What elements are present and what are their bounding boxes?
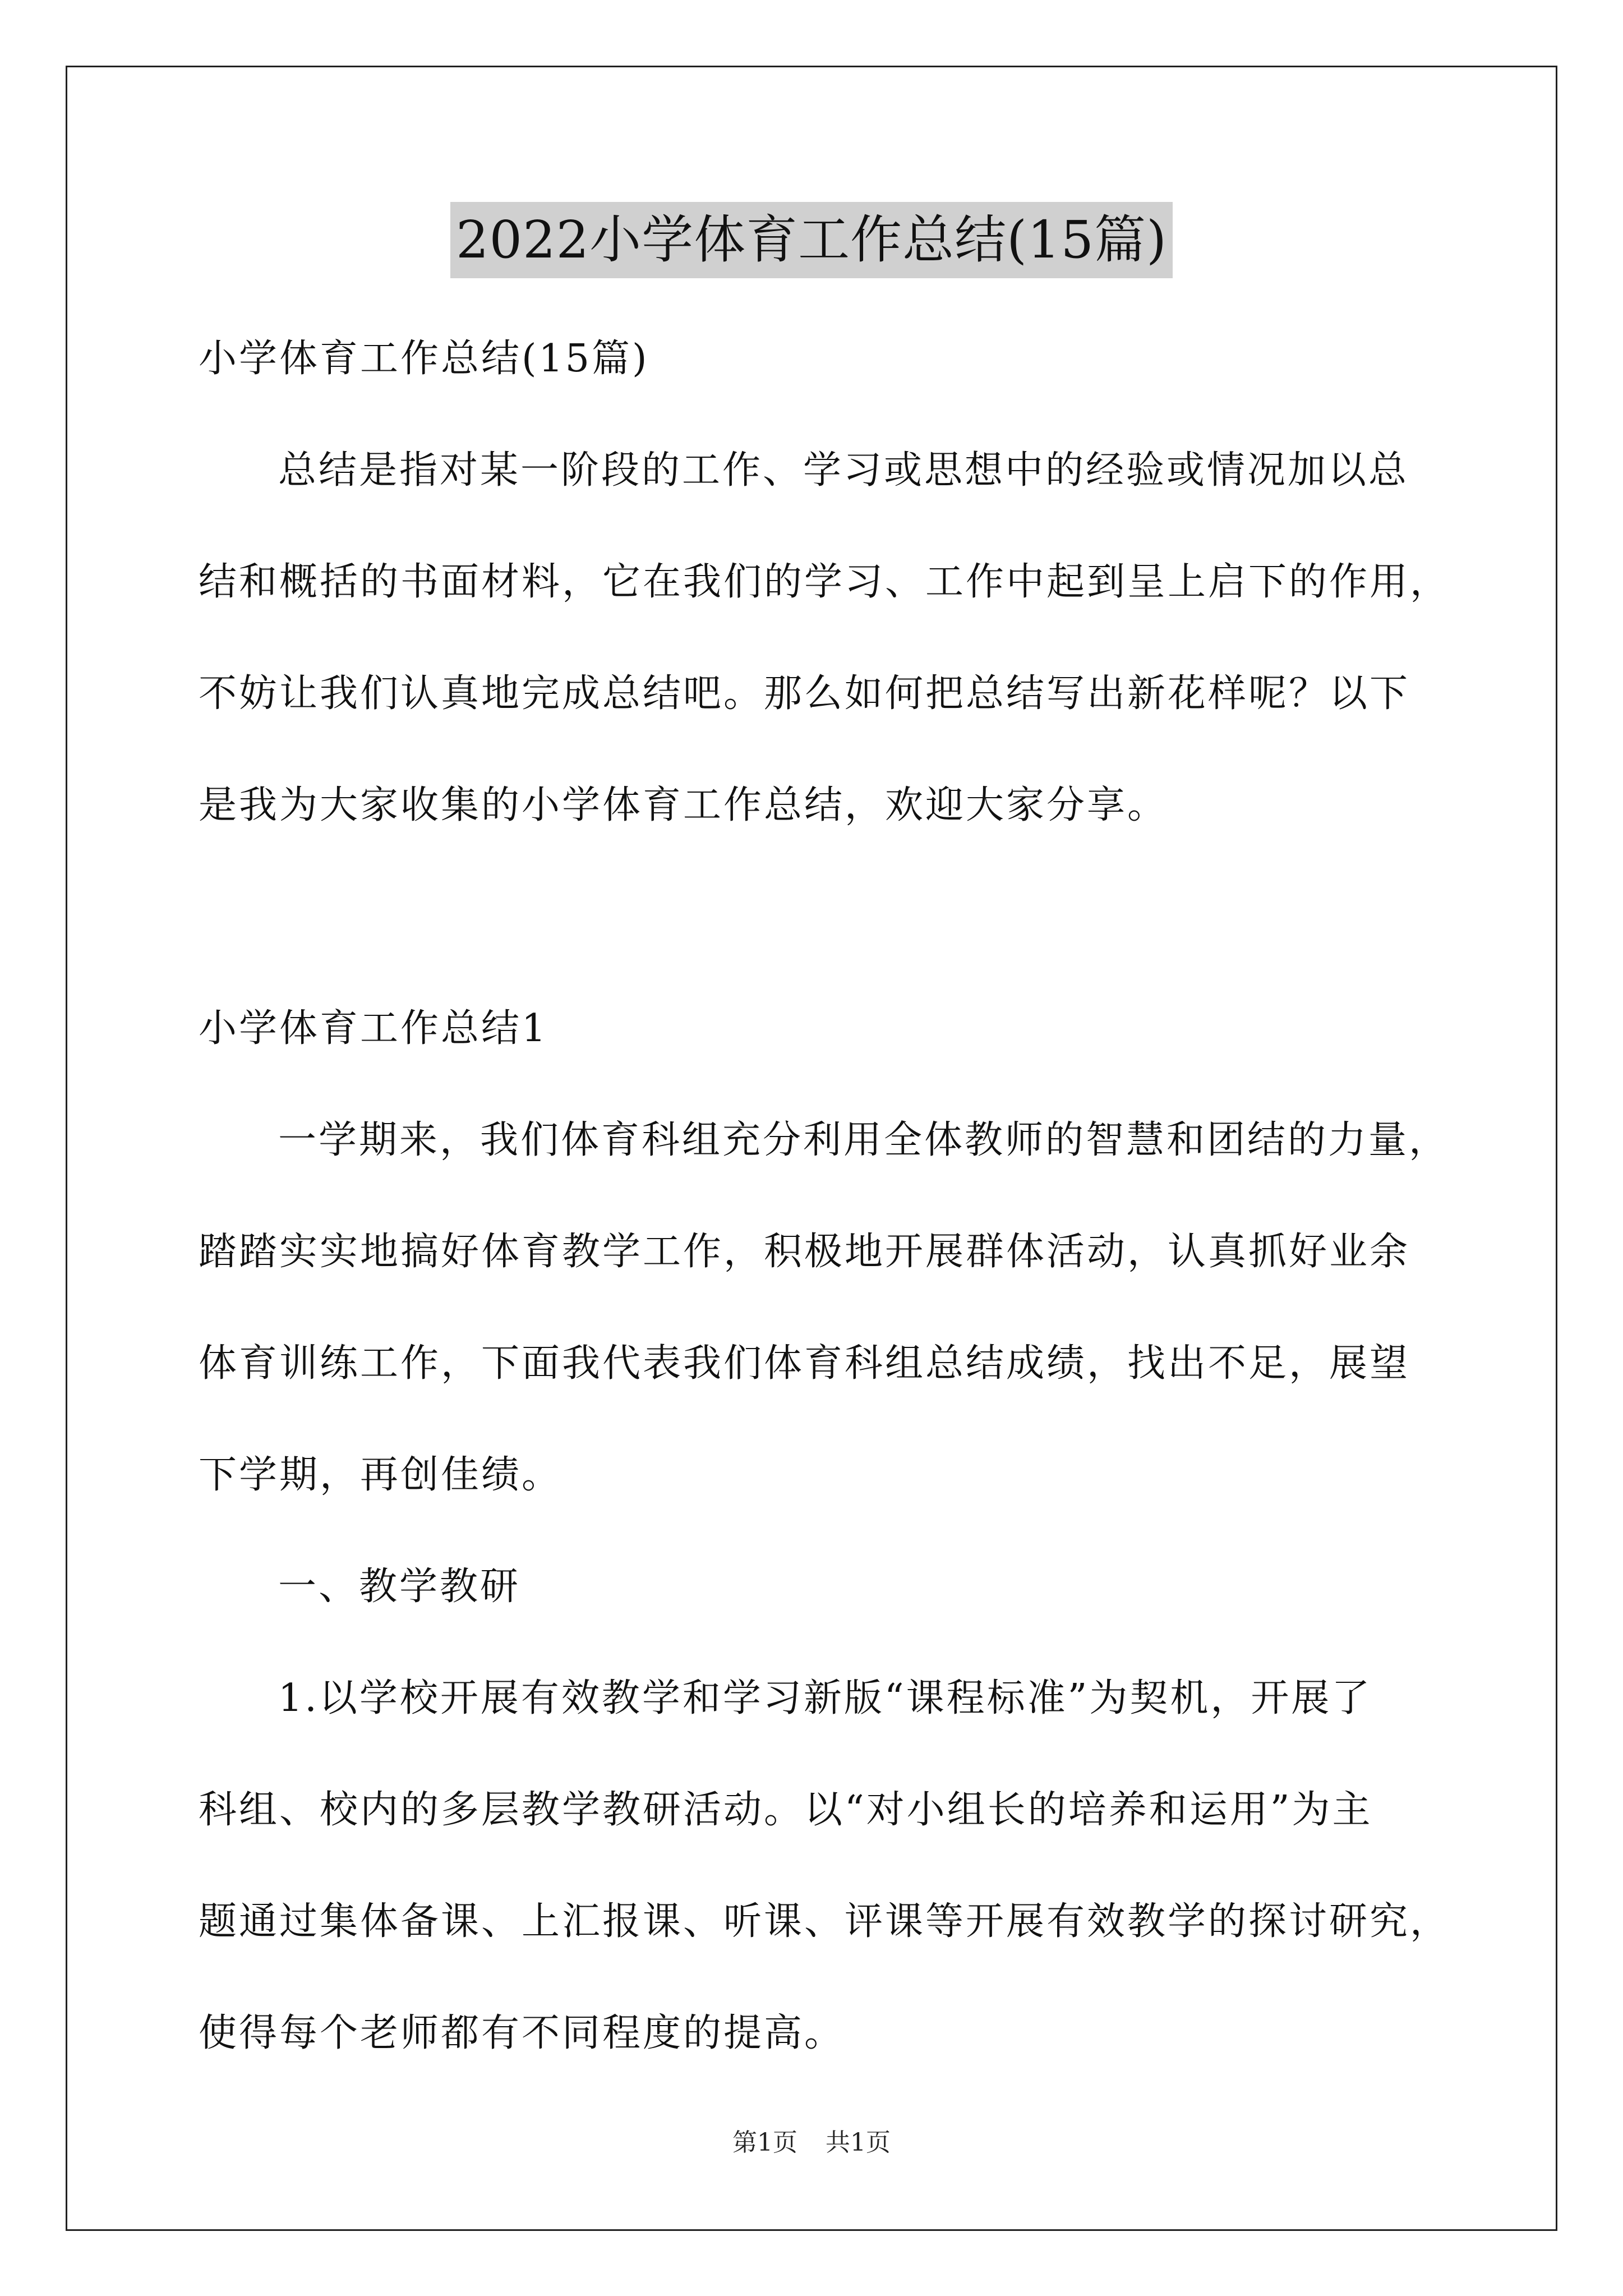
paragraph-line: 使得每个老师都有不同程度的提高。 [199,2011,845,2055]
paragraph-line: 是我为大家收集的小学体育工作总结，欢迎大家分享。 [199,783,1168,827]
document-subtitle: 小学体育工作总结(15篇) [199,337,649,381]
page-total: 共1页 [826,2128,891,2157]
paragraph-line: 不妨让我们认真地完成总结吧。那么如何把总结写出新花样呢？以下 [199,671,1410,716]
page-footer [0,2126,1623,2160]
intro-paragraph [199,415,1451,861]
section-paragraph [199,1084,1450,1531]
paragraph-line: 结和概括的书面材料，它在我们的学习、工作中起到呈上启下的作用， [199,560,1451,604]
paragraph-line: 科组、校内的多层教学教研活动。以“对小组长的培养和运用”为主 [199,1788,1373,1832]
title-container [0,202,1623,278]
blank-line [199,861,1432,973]
section-heading: 小学体育工作总结1 [199,1006,548,1051]
paragraph-line: 体育训练工作，下面我代表我们体育科组总结成绩，找出不足，展望 [199,1341,1410,1386]
paragraph-line: 下学期，再创佳绩。 [199,1453,562,1497]
paragraph-line: 题通过集体备课、上汇报课、听课、评课等开展有效教学的探讨研究， [199,1899,1451,1944]
document-title: 2022小学体育工作总结(15篇) [450,202,1173,278]
page-number: 第1页 [732,2128,797,2157]
paragraph-line: 踏踏实实地搞好体育教学工作，积极地开展群体活动，认真抓好业余 [199,1230,1410,1274]
paragraph-line: 总结是指对某一阶段的工作、学习或思想中的经验或情况加以总 [278,448,1409,493]
paragraph-line: 1.以学校开展有效教学和学习新版“课程标准”为契机，开展了 [278,1676,1372,1720]
subheading: 一、教学教研 [278,1565,521,1609]
paragraph-line: 一学期来，我们体育科组充分利用全体教师的智慧和团结的力量， [278,1118,1450,1162]
item-paragraph [199,1642,1451,2089]
document-body [199,303,1451,2089]
